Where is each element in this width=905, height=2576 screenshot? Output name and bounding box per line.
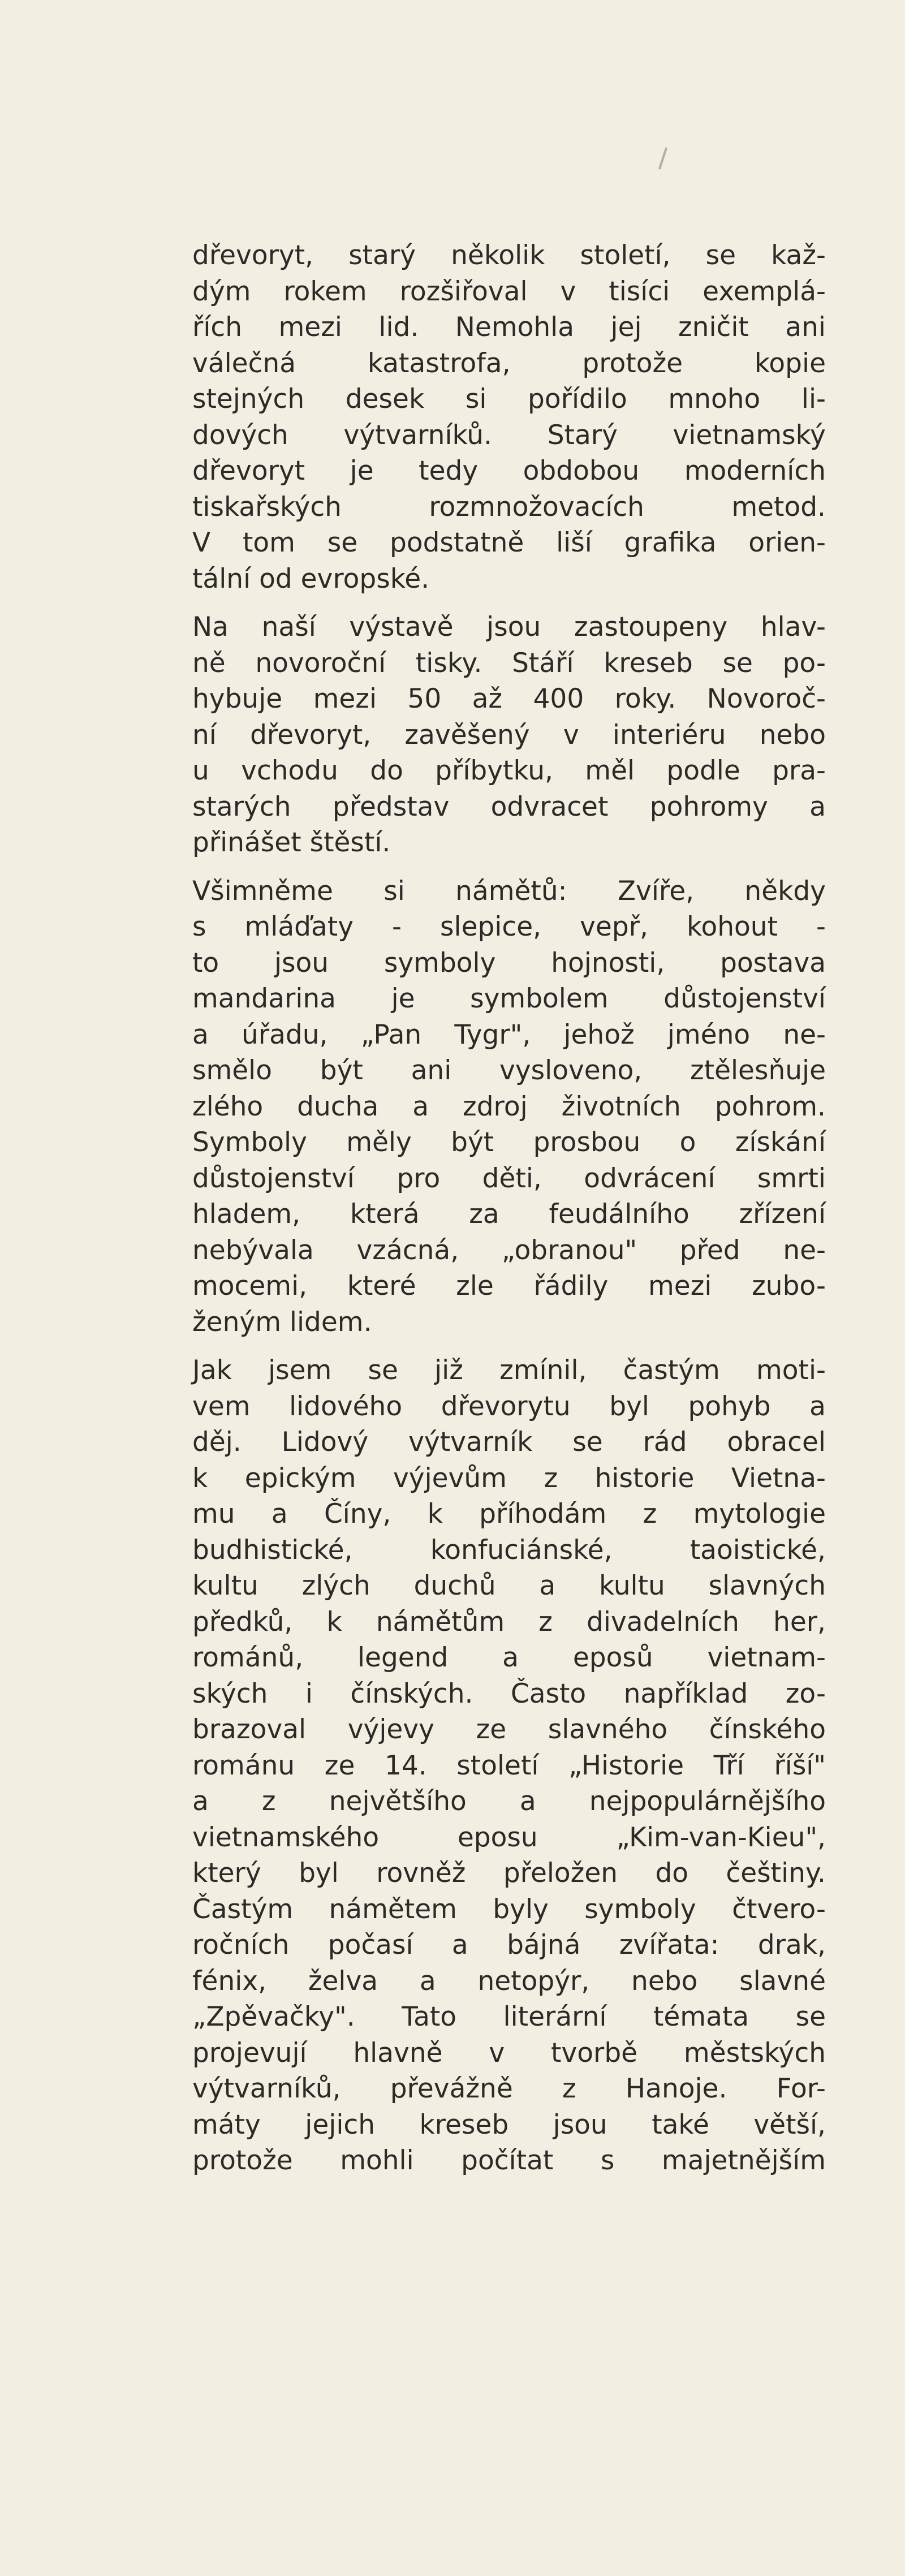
text-line: mu a Číny, k příhodám z mytologie	[192, 1498, 826, 1530]
text-line: dřevoryt je tedy obdobou moderních	[192, 455, 826, 486]
text-line: brazoval výjevy ze slavného čínského	[192, 1714, 826, 1745]
text-line: řích mezi lid. Nemohla jej zničit ani	[192, 312, 826, 343]
text-line: zlého ducha a zdroj životních pohrom.	[192, 1091, 826, 1122]
text-line: tální od evropské.	[192, 563, 430, 595]
text-line: předků, k námětům z divadelních her,	[192, 1606, 826, 1638]
text-line: nebývala vzácná, „obranou" před ne-	[192, 1234, 826, 1266]
text-line: kultu zlých duchů a kultu slavných	[192, 1570, 826, 1601]
text-line: válečná katastrofa, protože kopie	[192, 347, 826, 379]
text-column	[192, 238, 826, 2191]
text-line: výtvarníků, převážně z Hanoje. For-	[192, 2073, 826, 2104]
text-line: mandarina je symbolem důstojenství	[192, 983, 826, 1014]
text-line: vietnamského eposu „Kim-van-Kieu",	[192, 1821, 826, 1853]
text-line: dových výtvarníků. Starý vietnamský	[192, 419, 826, 451]
paragraph	[192, 609, 826, 861]
paragraph	[192, 238, 826, 597]
text-line: románu ze 14. století „Historie Tří říší"	[192, 1750, 826, 1781]
text-line: V tom se podstatně liší grafika orien-	[192, 527, 826, 558]
text-line: a úřadu, „Pan Tygr", jehož jméno ne-	[192, 1019, 826, 1050]
text-line: dřevoryt, starý několik století, se kaž-	[192, 240, 826, 271]
text-line: Symboly měly být prosbou o získání	[192, 1127, 826, 1158]
text-line: starých představ odvracet pohromy a	[192, 791, 826, 822]
text-line: s mláďaty - slepice, vepř, kohout -	[192, 911, 826, 942]
text-line: Všimněme si námětů: Zvíře, někdy	[192, 875, 826, 907]
text-line: ročních počasí a bájná zvířata: drak,	[192, 1929, 826, 1961]
text-line: „Zpěvačky". Tato literární témata se	[192, 2001, 826, 2032]
text-line: máty jejich kreseb jsou také větší,	[192, 2109, 826, 2140]
text-line: budhistické, konfuciánské, taoistické,	[192, 1534, 826, 1566]
text-line: to jsou symboly hojnosti, postava	[192, 947, 826, 979]
text-line: smělo být ani vysloveno, ztělesňuje	[192, 1055, 826, 1086]
text-line: k epickým výjevům z historie Vietna-	[192, 1462, 826, 1494]
text-line: románů, legend a eposů vietnam-	[192, 1642, 826, 1673]
text-line: mocemi, které zle řádily mezi zubo-	[192, 1270, 826, 1302]
text-line: hladem, která za feudálního zřízení	[192, 1199, 826, 1230]
pencil-mark	[658, 147, 667, 169]
paragraph	[192, 1352, 826, 2179]
text-line: ní dřevoryt, zavěšený v interiéru nebo	[192, 719, 826, 751]
text-line: Jak jsem se již zmínil, častým moti-	[192, 1355, 826, 1386]
text-line: ských i čínských. Často například zo-	[192, 1678, 826, 1709]
text-line: ně novoroční tisky. Stáří kreseb se po-	[192, 647, 826, 679]
text-line: stejných desek si pořídilo mnoho li-	[192, 384, 826, 415]
text-line: a z největšího a nejpopulárnějšího	[192, 1786, 826, 1817]
text-line: Na naší výstavě jsou zastoupeny hlav-	[192, 611, 826, 643]
text-line: tiskařských rozmnožovacích metod.	[192, 491, 826, 523]
text-line: protože mohli počítat s majetnějším	[192, 2145, 826, 2176]
text-line: Častým námětem byly symboly čtvero-	[192, 1893, 826, 1925]
text-line: který byl rovněž přeložen do češtiny.	[192, 1858, 826, 1889]
text-line: důstojenství pro děti, odvrácení smrti	[192, 1162, 826, 1194]
text-line: přinášet štěstí.	[192, 827, 391, 858]
text-line: dým rokem rozšiřoval v tisíci exemplá-	[192, 275, 826, 307]
text-line: vem lidového dřevorytu byl pohyb a	[192, 1390, 826, 1422]
text-line: fénix, želva a netopýr, nebo slavné	[192, 1965, 826, 1997]
text-line: projevují hlavně v tvorbě městských	[192, 2037, 826, 2069]
text-line: ženým lidem.	[192, 1306, 372, 1338]
text-line: hybuje mezi 50 až 400 roky. Novoroč-	[192, 683, 826, 714]
paragraph	[192, 873, 826, 1341]
text-line: děj. Lidový výtvarník se rád obracel	[192, 1427, 826, 1458]
text-line: u vchodu do příbytku, měl podle pra-	[192, 755, 826, 786]
